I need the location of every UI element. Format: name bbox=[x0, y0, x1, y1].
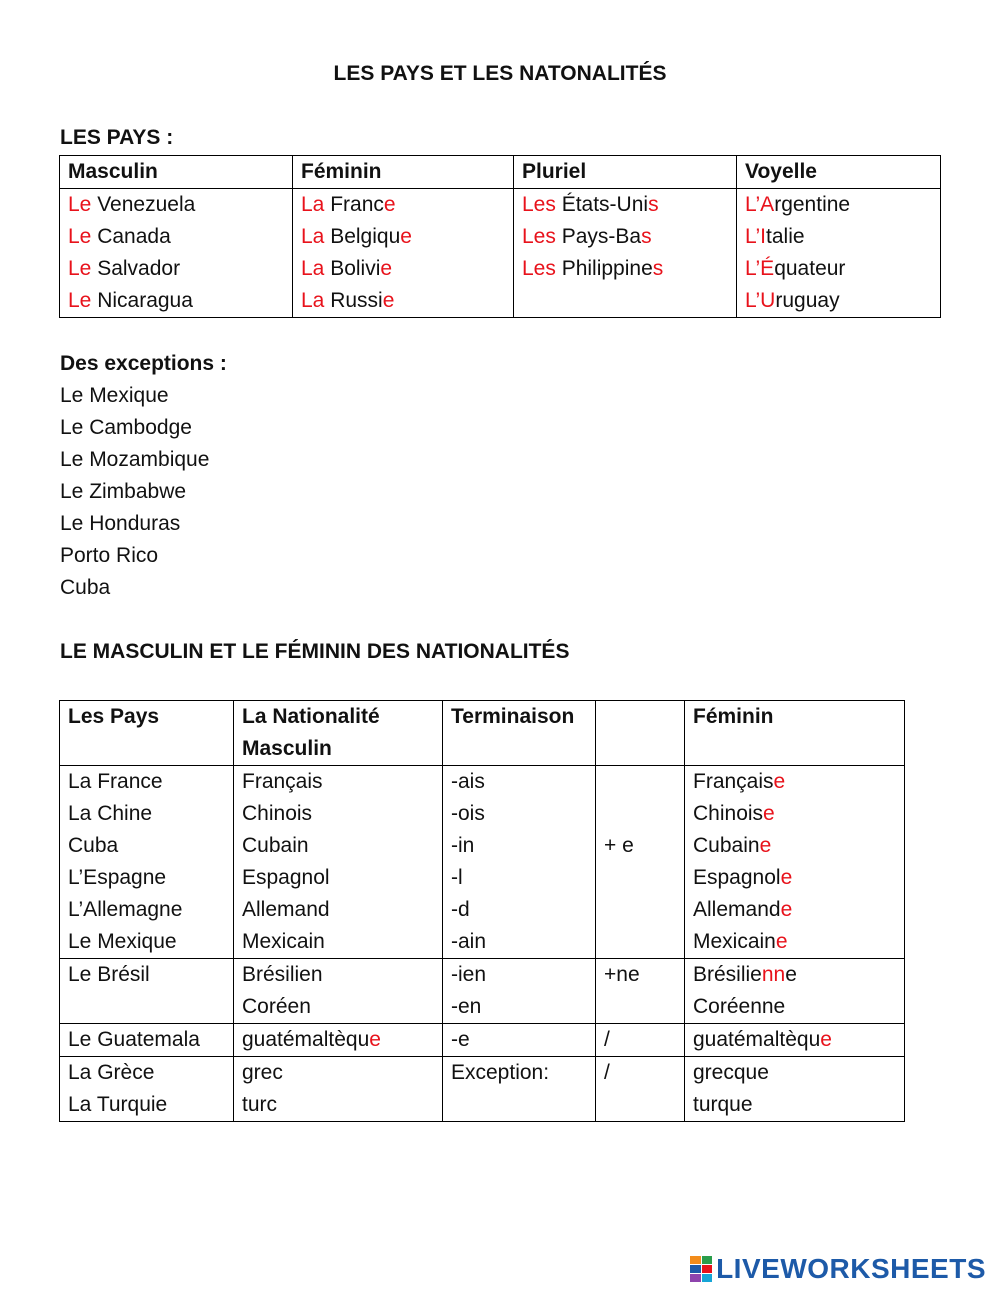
voyelle-cell bbox=[737, 189, 941, 318]
terminaison-cell: Exception: bbox=[443, 1057, 596, 1122]
section-heading-nationalites: LE MASCULIN ET LE FÉMININ DES NATIONALITÉS bbox=[60, 640, 570, 663]
masculin-cell: guatémaltèque bbox=[234, 1024, 443, 1057]
list-item: Les Philippines bbox=[522, 257, 664, 280]
liveworksheets-logo-icon bbox=[690, 1256, 712, 1282]
header-nationalite-masculin: La Nationalité Masculin bbox=[234, 701, 443, 766]
table-header-row bbox=[60, 701, 905, 766]
list-item: Le Nicaragua bbox=[68, 289, 193, 312]
section-heading-pays: LES PAYS : bbox=[60, 126, 174, 149]
list-item: L’Équateur bbox=[745, 257, 846, 280]
list-item: Le Venezuela bbox=[68, 193, 196, 216]
list-item: La Belgique bbox=[301, 225, 412, 248]
pays-table bbox=[59, 155, 941, 318]
list-item: Cuba bbox=[60, 576, 111, 599]
masculin-cell: Brésilien Coréen bbox=[234, 959, 443, 1024]
header-masculin: Masculin bbox=[60, 156, 293, 189]
terminaison-cell: -ais -ois -in -l -d -ain bbox=[443, 766, 596, 959]
header-pluriel: Pluriel bbox=[514, 156, 737, 189]
list-item: Le Mexique bbox=[60, 384, 169, 407]
table-header-row bbox=[60, 156, 941, 189]
list-item: Les États-Unis bbox=[522, 193, 659, 216]
nationalites-table bbox=[59, 700, 905, 1122]
list-item: Le Canada bbox=[68, 225, 171, 248]
header-les-pays: Les Pays bbox=[60, 701, 234, 766]
list-item: La Bolivie bbox=[301, 257, 393, 280]
pays-cell: Le Brésil bbox=[60, 959, 234, 1024]
table-row bbox=[60, 766, 905, 959]
table-row bbox=[60, 189, 941, 318]
feminin-cell: Brésilienne Coréenne bbox=[685, 959, 905, 1024]
logo-text: LIVEWORKSHEETS bbox=[716, 1253, 986, 1284]
list-item: La France bbox=[301, 193, 396, 216]
header-empty bbox=[596, 701, 685, 766]
list-item: Le Mozambique bbox=[60, 448, 210, 471]
ajout-cell: / bbox=[596, 1057, 685, 1122]
table-row bbox=[60, 1057, 905, 1122]
page-title: LES PAYS ET LES NATONALITÉS bbox=[333, 62, 667, 85]
list-item: Porto Rico bbox=[60, 544, 159, 567]
table-row bbox=[60, 959, 905, 1024]
masculin-cell: Français Chinois Cubain Espagnol Allemand Mexicain bbox=[234, 766, 443, 959]
feminin-cell: guatémaltèque bbox=[685, 1024, 905, 1057]
list-item: Les Pays-Bas bbox=[522, 225, 652, 248]
exceptions-section bbox=[60, 348, 227, 604]
feminin-cell: grecque turque bbox=[685, 1057, 905, 1122]
header-feminin: Féminin bbox=[293, 156, 514, 189]
exceptions-heading: Des exceptions : bbox=[60, 352, 227, 375]
pluriel-cell bbox=[514, 189, 737, 318]
list-item: La Russie bbox=[301, 289, 395, 312]
list-item: L’Uruguay bbox=[745, 289, 840, 312]
list-item: Le Salvador bbox=[68, 257, 181, 280]
list-item: L’Argentine bbox=[745, 193, 851, 216]
list-item: L’Italie bbox=[745, 225, 805, 248]
pays-cell: La France La Chine Cuba L’Espagne L’Allemagne Le Mexique bbox=[60, 766, 234, 959]
list-item: Le Honduras bbox=[60, 512, 181, 535]
ajout-cell: / bbox=[596, 1024, 685, 1057]
liveworksheets-logo bbox=[690, 1253, 986, 1285]
list-item: Le Cambodge bbox=[60, 416, 192, 439]
masculin-cell: grec turc bbox=[234, 1057, 443, 1122]
header-terminaison: Terminaison bbox=[443, 701, 596, 766]
ajout-cell: +ne bbox=[596, 959, 685, 1024]
ajout-cell: + e bbox=[596, 766, 685, 959]
header-feminin: Féminin bbox=[685, 701, 905, 766]
terminaison-cell: -e bbox=[443, 1024, 596, 1057]
feminin-cell bbox=[293, 189, 514, 318]
pays-cell: La Grèce La Turquie bbox=[60, 1057, 234, 1122]
feminin-cell: Française Chinoise Cubaine Espagnole Allemande Mexicaine bbox=[685, 766, 905, 959]
masculin-cell bbox=[60, 189, 293, 318]
pays-cell: Le Guatemala bbox=[60, 1024, 234, 1057]
table-row bbox=[60, 1024, 905, 1057]
terminaison-cell: -ien -en bbox=[443, 959, 596, 1024]
header-voyelle: Voyelle bbox=[737, 156, 941, 189]
list-item: Le Zimbabwe bbox=[60, 480, 187, 503]
